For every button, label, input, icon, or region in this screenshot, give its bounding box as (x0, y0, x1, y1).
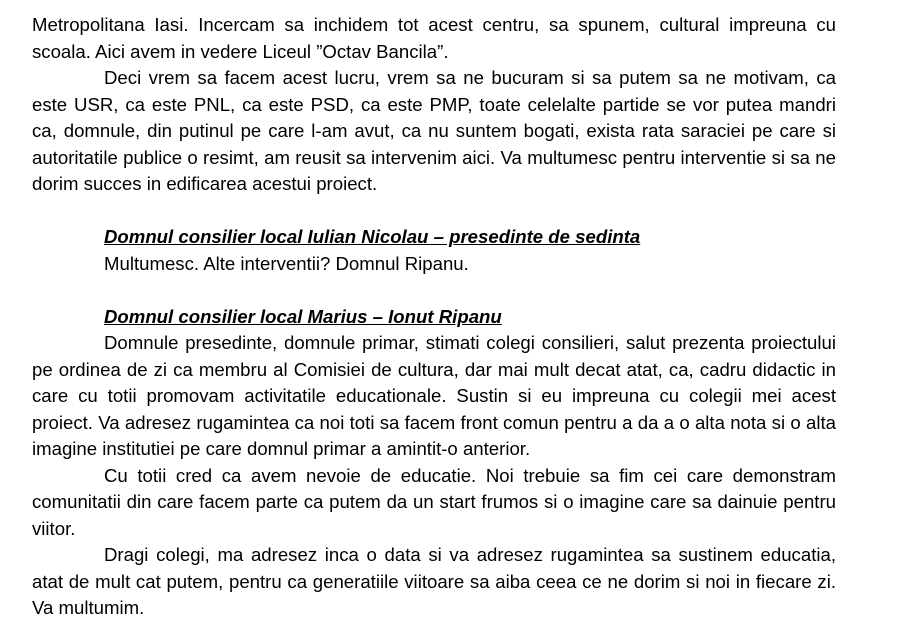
paragraph-spacer (32, 198, 836, 225)
paragraph-3: Multumesc. Alte interventii? Domnul Ripanu. (104, 252, 469, 274)
paragraph-6: Dragi colegi, ma adresez inca o data si va adresez rugamintea sa sustinem educatia, atat de mult cat putem, pentru ca generatiile viitoare sa aiba ceea ce ne dorim si noi in fiecare zi. Va multumim. (32, 544, 836, 618)
speaker-heading-nicolau: Domnul consilier local Iulian Nicolau – presedinte de sedinta (104, 226, 641, 247)
paragraph-1: Metropolitana Iasi. Incercam sa inchidem tot acest centru, sa spunem, cultural impreuna cu scoala. Aici avem in vedere Liceul ”Octav Bancila”. (32, 14, 836, 62)
paragraph-4: Domnule presedinte, domnule primar, stimati colegi consilieri, salut prezenta proiectului pe ordinea de zi ca membru al Comisiei de cultura, dar mai mult decat atat, ca, cadru didactic in care cu totii promovam activitatile educationale. Sustin si eu impreuna cu colegii mei acest proiect. Va adresez rugamintea ca noi toti sa facem front comun pentru a da a o alta nota si o alta imagine institutiei pe care domnul primar a amintit-o anterior. (32, 332, 836, 459)
document-page (32, 12, 836, 622)
paragraph-spacer (32, 277, 836, 304)
speaker-heading-ripanu: Domnul consilier local Marius – Ionut Ripanu (104, 305, 502, 327)
paragraph-5: Cu totii cred ca avem nevoie de educatie. Noi trebuie sa fim cei care demonstram comunitatii din care facem parte ca putem da un start frumos si o imagine care sa dainuie pentru viitor. (32, 464, 836, 539)
paragraph-2: Deci vrem sa facem acest lucru, vrem sa ne bucuram si sa putem sa ne motivam, ca este USR, ca este PNL, ca este PSD, ca este PMP, toate celelalte partide se vor putea mandri ca, domnule, din putinul pe care l-am avut, ca nu suntem bogati, exista rata saraciei pe care si autoritatile publice o resimt, am reusit sa intervenim aici. Va multumesc pentru interventie si sa ne dorim succes in edificarea acestui proiect. (32, 67, 836, 194)
